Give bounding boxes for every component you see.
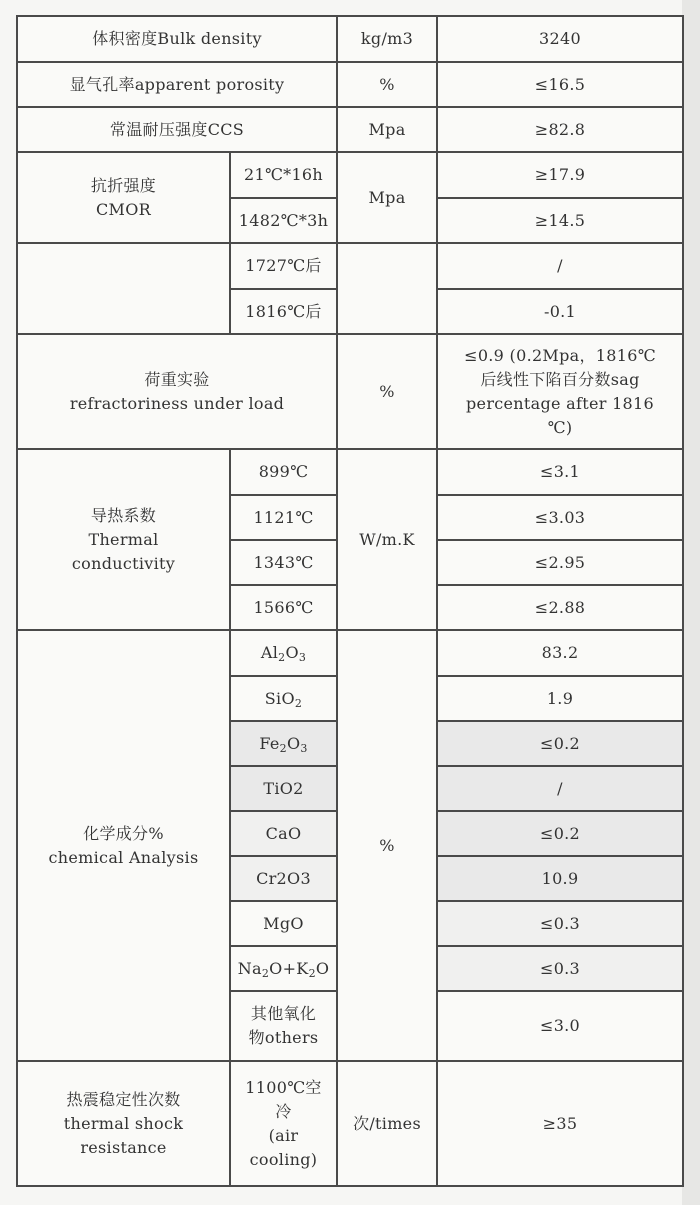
tc-value-1: ≤3.1: [437, 449, 683, 495]
tc-value-4: ≤2.88: [437, 585, 683, 630]
ts-condition-line-3: (air: [268, 1125, 299, 1145]
thermal-conductivity-label: [17, 449, 230, 630]
thermal-shock-condition: [230, 1061, 337, 1186]
rul-value-line-2: 后线性下陷百分数sag: [480, 369, 640, 389]
porosity-label: 显气孔率apparent porosity: [17, 62, 337, 107]
thermal-shock-value: ≥35: [437, 1061, 683, 1186]
cao-formula: CaO: [230, 811, 337, 856]
chemical-label-en: chemical Analysis: [48, 847, 199, 867]
others-line-2: 物others: [248, 1028, 319, 1047]
ccs-value: ≥82.8: [437, 107, 683, 152]
table-row: [17, 16, 683, 62]
tio2-value: /: [437, 766, 683, 811]
fe2o3-value: ≤0.2: [437, 721, 683, 766]
table-row: [17, 334, 683, 449]
cmor-condition-1: 21℃*16h: [230, 152, 337, 198]
rul-value-line-1: ≤0.9 (0.2Mpa，1816℃: [464, 345, 656, 365]
cmor-label: [17, 152, 230, 243]
rul-value-line-4: ℃): [547, 417, 573, 437]
bulk-density-value: 3240: [437, 16, 683, 62]
cr2o3-value: 10.9: [437, 856, 683, 901]
table-row: [17, 243, 683, 289]
table-row: [17, 1061, 683, 1186]
sio2-formula: SiO$_2$: [230, 676, 337, 721]
ts-label-en-1: thermal shock: [63, 1113, 184, 1133]
na2o-k2o-value: ≤0.3: [437, 946, 683, 991]
ts-condition-line-4: cooling): [249, 1149, 318, 1169]
cmor-value-1: ≥17.9: [437, 152, 683, 198]
rul-unit: %: [337, 334, 437, 449]
table-row: [17, 449, 683, 495]
bulk-density-unit: kg/m3: [337, 16, 437, 62]
ts-label-cn: 热震稳定性次数: [66, 1089, 181, 1109]
others-formula: [230, 991, 337, 1061]
table-row: [17, 107, 683, 152]
rul-label-cn: 荷重实验: [144, 369, 210, 389]
table-row: [17, 62, 683, 107]
cmor-unit: Mpa: [337, 152, 437, 243]
chemical-unit: %: [337, 630, 437, 1061]
thermal-shock-label: [17, 1061, 230, 1186]
ts-condition-line-1: 1100℃空: [245, 1077, 322, 1097]
tc-condition-4: 1566℃: [230, 585, 337, 630]
after-heat-unit: [337, 243, 437, 334]
tc-condition-1: 899℃: [230, 449, 337, 495]
mgo-value: ≤0.3: [437, 901, 683, 946]
tio2-formula: TiO2: [230, 766, 337, 811]
cr2o3-formula: Cr2O3: [230, 856, 337, 901]
after-heat-condition-1: 1727℃后: [230, 243, 337, 289]
tc-value-2: ≤3.03: [437, 495, 683, 540]
ts-condition-line-2: 冷: [275, 1101, 292, 1121]
tc-condition-3: 1343℃: [230, 540, 337, 585]
fe2o3-formula: $Fe_2O_3$: [230, 721, 337, 766]
tc-unit: W/m.K: [337, 449, 437, 630]
page-edge: [682, 0, 700, 1205]
porosity-unit: %: [337, 62, 437, 107]
cao-value: ≤0.2: [437, 811, 683, 856]
tc-label-en-2: conductivity: [71, 553, 176, 573]
cmor-label-en: CMOR: [96, 199, 151, 219]
bulk-density-label: 体积密度Bulk density: [17, 16, 337, 62]
rul-value: [437, 334, 683, 449]
rul-value-line-3: percentage after 1816: [466, 393, 654, 413]
table-row: [17, 152, 683, 198]
al2o3-value: 83.2: [437, 630, 683, 676]
cmor-label-cn: 抗折强度: [90, 175, 157, 195]
cmor-value-2: ≥14.5: [437, 198, 683, 243]
after-heat-label: [17, 243, 230, 334]
tc-condition-2: 1121℃: [230, 495, 337, 540]
table-row: [17, 630, 683, 676]
tc-value-3: ≤2.95: [437, 540, 683, 585]
rul-label: [17, 334, 337, 449]
tc-label-en-1: Thermal: [88, 529, 159, 549]
tc-label-cn: 导热系数: [90, 505, 157, 525]
after-heat-condition-2: 1816℃后: [230, 289, 337, 334]
mgo-formula: MgO: [230, 901, 337, 946]
rul-label-en: refractoriness under load: [69, 393, 285, 413]
properties-table: [16, 15, 684, 1187]
after-heat-value-1: /: [437, 243, 683, 289]
cmor-condition-2: 1482℃*3h: [230, 198, 337, 243]
sio2-value: 1.9: [437, 676, 683, 721]
al2o3-formula: $Al_2O_3$: [230, 630, 337, 676]
na2o-k2o-formula: $Na_2O+K_2O$: [230, 946, 337, 991]
chemical-label-cn: 化学成分%: [83, 823, 164, 843]
porosity-value: ≤16.5: [437, 62, 683, 107]
others-value: ≤3.0: [437, 991, 683, 1061]
thermal-shock-unit: 次/times: [337, 1061, 437, 1186]
after-heat-value-2: -0.1: [437, 289, 683, 334]
others-line-1: 其他氧化: [250, 1004, 317, 1023]
ccs-label: 常温耐压强度CCS: [17, 107, 337, 152]
chemical-label: [17, 630, 230, 1061]
ts-label-en-2: resistance: [80, 1137, 167, 1157]
ccs-unit: Mpa: [337, 107, 437, 152]
